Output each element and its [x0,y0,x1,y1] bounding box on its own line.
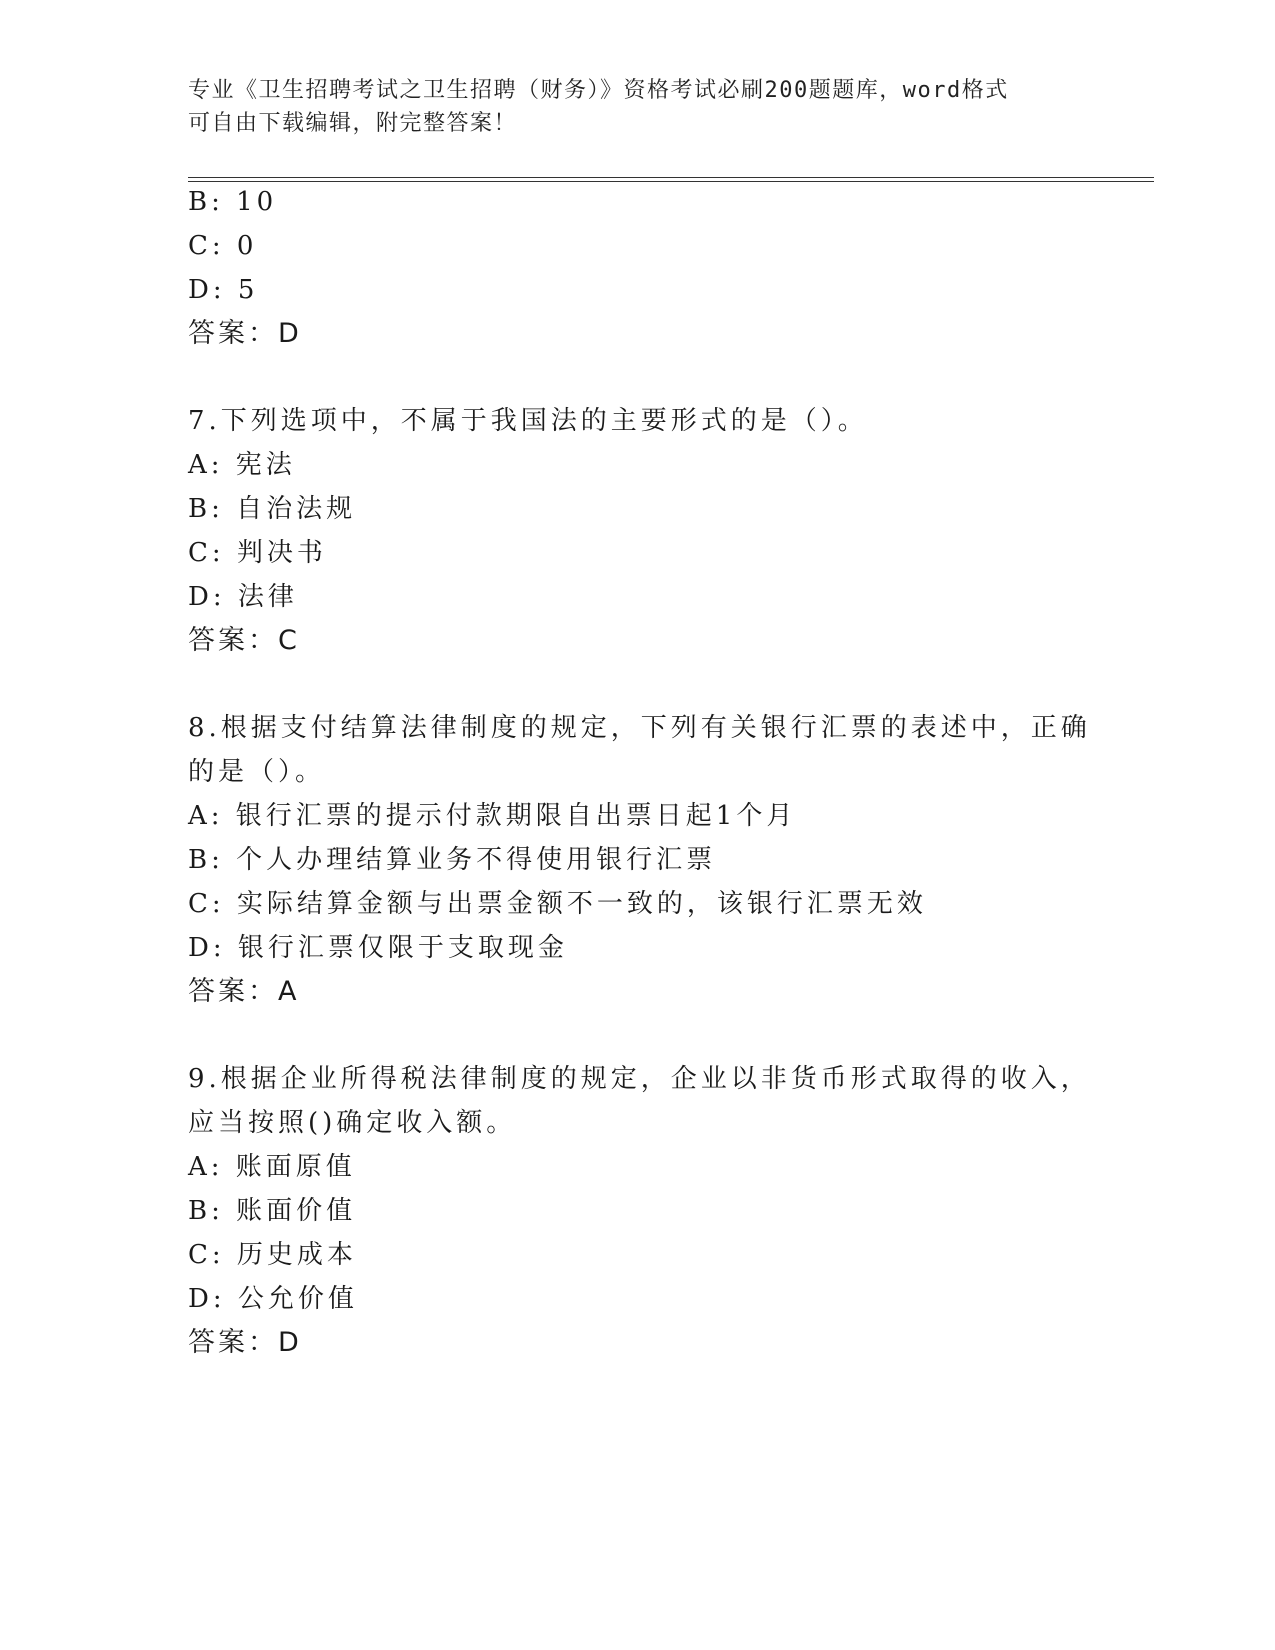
q7-option-d: D: 法律 [188,582,298,612]
q7-option-b: B: 自治法规 [188,494,357,524]
document-header [188,74,1088,140]
q6-option-c: C: 0 [188,231,258,261]
q7-stem: 7.下列选项中，不属于我国法的主要形式的是（）。 [188,406,868,436]
q8-option-a: A: 银行汇票的提示付款期限自出票日起1个月 [188,801,797,831]
header-rule-bottom [188,181,1154,182]
q8-option-d: D: 银行汇票仅限于支取现金 [188,933,568,963]
q9-option-b: B: 账面价值 [188,1196,357,1226]
q9-option-d: D: 公允价值 [188,1284,358,1314]
q8-stem-line-1: 8.根据支付结算法律制度的规定，下列有关银行汇票的表述中，正确 [188,713,1091,743]
q9-stem-line-2: 应当按照()确定收入额。 [188,1108,517,1138]
q7-answer: 答案：C [188,625,300,656]
q6-option-d: D: 5 [188,275,259,305]
q8-option-b: B: 个人办理结算业务不得使用银行汇票 [188,845,717,875]
q9-option-a: A: 账面原值 [188,1152,356,1182]
q8-stem-line-2: 的是（）。 [188,757,326,787]
header-rule-top [188,177,1154,178]
q6-option-b: B: 10 [188,187,278,217]
header-line-1: 专业《卫生招聘考试之卫生招聘（财务）》资格考试必刷200题题库，word格式 [188,78,1009,103]
q9-stem-line-1: 9.根据企业所得税法律制度的规定，企业以非货币形式取得的收入， [188,1064,1091,1094]
q8-answer: 答案：A [188,976,300,1007]
q8-option-c: C: 实际结算金额与出票金额不一致的，该银行汇票无效 [188,889,927,919]
q9-option-c: C: 历史成本 [188,1240,357,1270]
q9-answer: 答案：D [188,1327,302,1358]
q7-option-c: C: 判决书 [188,538,327,568]
q7-option-a: A: 宪法 [188,450,296,480]
header-line-2: 可自由下载编辑，附完整答案！ [188,111,518,136]
q6-answer: 答案：D [188,318,302,349]
